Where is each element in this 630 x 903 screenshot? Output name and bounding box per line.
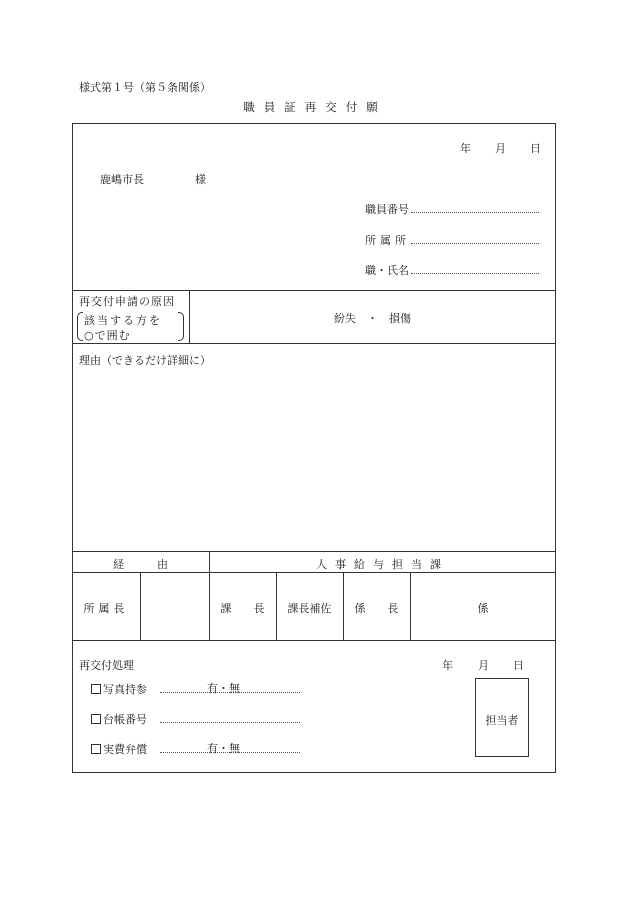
affiliation-label: 所属所	[365, 234, 410, 247]
photo-checkbox[interactable]	[91, 684, 101, 694]
ledger-number-label: 台帳番号	[103, 713, 147, 726]
position-name-field[interactable]	[411, 273, 539, 274]
sub-chief-label: 係 長	[354, 602, 399, 615]
addressee-name: 鹿嶋市長	[100, 173, 144, 186]
bracket-right	[178, 312, 184, 341]
fee-value: 有・無	[207, 742, 240, 755]
processing-label: 再交付処理	[79, 659, 134, 672]
divider	[72, 640, 556, 641]
processing-date-day: 日	[513, 659, 524, 672]
employee-number-field[interactable]	[411, 212, 539, 213]
affiliation-field[interactable]	[411, 243, 539, 244]
form-number: 様式第１号（第５条関係）	[79, 81, 211, 94]
reason-label: 理由（できるだけ詳細に）	[79, 354, 211, 367]
fee-label: 実費弁償	[103, 743, 147, 756]
cause-instruction-1: 該当する方を	[84, 314, 162, 327]
processing-date-month: 月	[478, 659, 489, 672]
photo-item[interactable]	[91, 681, 147, 697]
divider	[72, 551, 556, 552]
photo-value: 有・無	[207, 682, 240, 695]
via-label: 経 由	[113, 558, 168, 571]
position-name-label: 職・氏名	[365, 264, 409, 277]
affiliation-head-label: 所属長	[83, 602, 129, 615]
cause-options[interactable]: 紛失 ・ 損傷	[334, 312, 411, 325]
fee-checkbox[interactable]	[91, 744, 101, 754]
hr-department-label: 人事給与担当課	[316, 558, 449, 571]
person-in-charge-label: 担当者	[485, 714, 519, 727]
affiliation-head-stamp[interactable]	[141, 573, 208, 639]
section-chief-label: 課 長	[220, 602, 265, 615]
addressee-honorific: 様	[195, 173, 206, 186]
ledger-number-field[interactable]	[160, 722, 300, 723]
assistant-chief-label: 課長補佐	[287, 602, 332, 615]
date-month: 月	[495, 142, 506, 155]
cause-label: 再交付申請の原因	[79, 295, 175, 308]
date-year: 年	[460, 142, 471, 155]
page-title: 職員証再交付願	[243, 100, 387, 114]
bracket-left	[77, 312, 83, 341]
ledger-number-item[interactable]	[91, 711, 147, 727]
photo-label: 写真持参	[103, 683, 147, 696]
date-day: 日	[530, 142, 541, 155]
reason-field[interactable]	[74, 370, 554, 548]
processing-date-year: 年	[442, 659, 453, 672]
employee-number-label: 職員番号	[365, 203, 409, 216]
divider	[209, 551, 210, 640]
staff-label: 係	[477, 602, 489, 615]
cause-instruction-2: ○で囲む	[84, 329, 131, 342]
divider	[72, 343, 556, 344]
divider	[72, 290, 556, 291]
person-in-charge-stamp-box[interactable]	[475, 678, 529, 757]
fee-item[interactable]	[91, 741, 147, 757]
ledger-number-checkbox[interactable]	[91, 714, 101, 724]
